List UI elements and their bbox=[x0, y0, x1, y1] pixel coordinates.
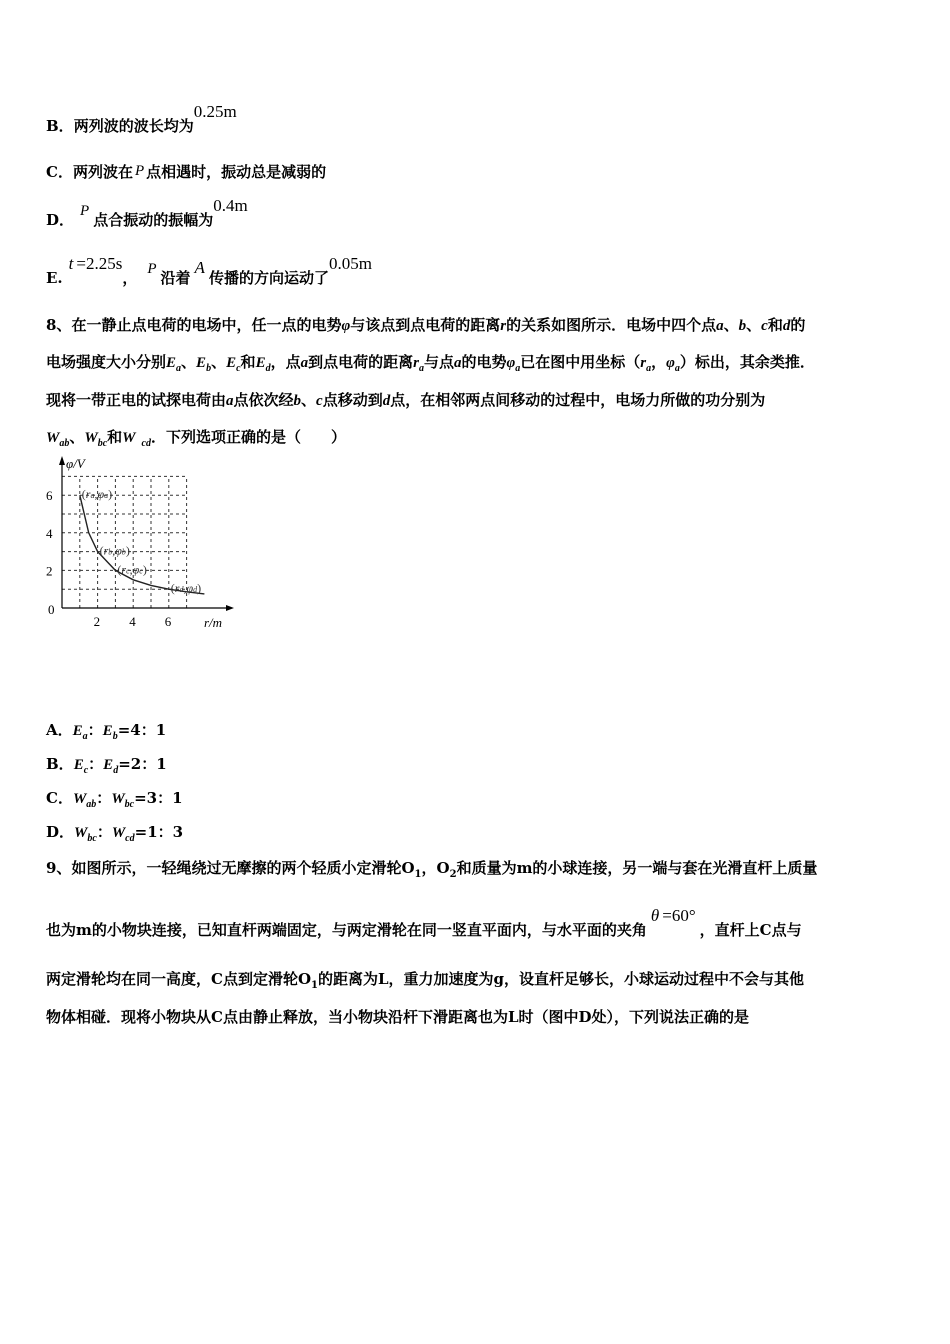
var-a: a bbox=[226, 393, 234, 409]
var-p: P bbox=[147, 261, 157, 277]
text: 物体相碰．现将小物块从C点由静止释放，当小物块沿杆下滑距离也为L时（图中D处），下列说法正确的是 bbox=[46, 1008, 749, 1026]
ratio: =1：3 bbox=[134, 823, 184, 841]
y-tick-label: 4 bbox=[46, 525, 53, 541]
subscript: 2 bbox=[449, 869, 457, 880]
text: 也为m的小物块连接，已知直杆两端固定，与两定滑轮在同一竖直平面内，与水平面的夹角 bbox=[46, 921, 647, 939]
y-tick-label: 2 bbox=[46, 563, 53, 579]
question-number: 8、 bbox=[46, 316, 72, 334]
point-label-part: ) bbox=[142, 562, 147, 577]
q9-line-1 bbox=[46, 858, 817, 885]
math-value: 0.4m bbox=[213, 196, 248, 215]
text: 点，在相邻两点间移动的过程中，电场力所做的功分别为 bbox=[390, 391, 766, 409]
var-w: W bbox=[74, 825, 88, 841]
var-r: r bbox=[413, 355, 419, 371]
x-tick-label: 2 bbox=[93, 614, 101, 629]
subscript: 1 bbox=[311, 980, 318, 991]
subscript: c bbox=[83, 765, 89, 776]
option-label: C． bbox=[46, 789, 73, 807]
ratio: =3：1 bbox=[134, 789, 183, 807]
origin-label: 0 bbox=[48, 602, 55, 617]
q9-line-3 bbox=[46, 969, 804, 996]
subscript: c bbox=[236, 363, 241, 374]
x-tick-label: 4 bbox=[129, 614, 136, 629]
option-label: D． bbox=[46, 211, 75, 229]
var-w: W bbox=[46, 430, 60, 446]
subscript: ab bbox=[59, 438, 70, 449]
text: 点依次经 bbox=[233, 391, 294, 409]
point-label-part: a bbox=[90, 491, 95, 501]
option-text: 沿着 bbox=[160, 269, 191, 287]
point-label-part: , bbox=[94, 487, 98, 502]
subscript: a bbox=[418, 363, 424, 374]
separator: ： bbox=[88, 755, 104, 773]
option-label: C． bbox=[46, 163, 73, 181]
var-p: P bbox=[134, 163, 145, 179]
subscript: ab bbox=[86, 799, 97, 810]
subscript: bc bbox=[87, 833, 97, 844]
subscript: 1 bbox=[414, 869, 422, 880]
option-label: A． bbox=[46, 721, 73, 739]
q8-line-4 bbox=[46, 426, 916, 449]
var-theta: θ bbox=[650, 906, 660, 925]
option-text: 点合振动的振幅为 bbox=[93, 211, 214, 229]
q7-option-c bbox=[46, 162, 326, 183]
point-label-part: φ bbox=[186, 581, 194, 596]
var-w: W bbox=[122, 430, 136, 446]
var-e: E bbox=[73, 757, 84, 773]
var-w: W bbox=[72, 791, 87, 807]
var-c: c bbox=[761, 318, 768, 334]
text: ，点 bbox=[270, 353, 301, 371]
var-w: W bbox=[84, 430, 98, 446]
point-labels bbox=[82, 487, 201, 595]
point-label-part: , bbox=[183, 581, 187, 596]
ratio: =4：1 bbox=[117, 721, 167, 739]
text: 和 bbox=[240, 353, 256, 371]
math-value: 0.05m bbox=[328, 254, 372, 273]
text: ．下列选项正确的是（ ） bbox=[150, 428, 346, 446]
var-e: E bbox=[103, 757, 114, 773]
option-text: 传播的方向运动了 bbox=[208, 269, 329, 287]
var-e: E bbox=[72, 723, 83, 739]
point-label-part: a bbox=[104, 491, 109, 501]
var-e: E bbox=[255, 355, 266, 371]
text: 的电势 bbox=[461, 353, 507, 371]
point-label-part: φ bbox=[115, 543, 122, 558]
point-label-part: d bbox=[193, 585, 198, 595]
q7-option-e bbox=[46, 254, 372, 289]
text: 如图所示，一轻绳绕过无摩擦的两个轻质小定滑轮 bbox=[71, 859, 402, 877]
q9-line-4 bbox=[46, 1007, 749, 1027]
point-label-part: , bbox=[129, 562, 133, 577]
text: 与该点到点电荷的距离 bbox=[350, 316, 501, 334]
y-axis-arrow bbox=[59, 456, 65, 465]
time-expression bbox=[63, 254, 123, 273]
var-r: r bbox=[640, 355, 647, 371]
subscript: d bbox=[265, 363, 271, 374]
potential-distance-graph bbox=[44, 452, 244, 634]
text: 两定滑轮均在同一高度，C点到定滑轮 bbox=[46, 970, 298, 988]
var-o: O bbox=[436, 859, 450, 877]
angle-value: =60° bbox=[662, 906, 696, 925]
x-axis-arrow bbox=[226, 605, 234, 611]
subscript: a bbox=[646, 363, 652, 374]
option-text: 点相遇时，振动总是减弱的 bbox=[146, 163, 327, 181]
text: 与点 bbox=[423, 353, 454, 371]
var-b: b bbox=[738, 318, 747, 334]
subscript: bc bbox=[124, 799, 135, 810]
text: 和 bbox=[767, 316, 783, 334]
separator: 、 bbox=[181, 353, 197, 371]
separator: 、 bbox=[69, 428, 85, 446]
text: 的距离为L，重力加速度为g，设直杆足够长，小球运动过程中不会与其他 bbox=[318, 970, 805, 988]
point-label-part: d bbox=[179, 585, 184, 595]
text: 在一静止点电荷的电场中，任一点的电势 bbox=[71, 316, 342, 334]
q8-option-b bbox=[46, 754, 167, 781]
text: 、 bbox=[301, 391, 317, 409]
option-text: 两列波的波长均为 bbox=[73, 117, 194, 135]
potential-curve bbox=[80, 495, 205, 594]
var-r: r bbox=[500, 318, 507, 334]
y-tick-label: 6 bbox=[46, 488, 53, 504]
separator: ， bbox=[421, 859, 437, 877]
ratio: =2：1 bbox=[118, 755, 167, 773]
text: 电场强度大小分别 bbox=[46, 353, 167, 371]
point-label-part: b bbox=[121, 547, 126, 557]
var-p: P bbox=[80, 203, 90, 219]
option-label: B． bbox=[46, 755, 74, 773]
point-label bbox=[171, 581, 201, 595]
var-d: d bbox=[782, 318, 791, 334]
separator: ： bbox=[96, 789, 112, 807]
q8-line-1 bbox=[46, 314, 916, 351]
point-label-part: , bbox=[112, 543, 116, 558]
q7-option-d bbox=[46, 196, 248, 231]
text: 和 bbox=[107, 428, 123, 446]
q8-line-3 bbox=[46, 389, 916, 426]
point-label-part: ( bbox=[99, 543, 104, 558]
subscript: a bbox=[674, 363, 680, 374]
point-label bbox=[82, 487, 112, 501]
comma: ， bbox=[122, 269, 138, 287]
point-label-part: b bbox=[108, 547, 113, 557]
point-label-part: r bbox=[174, 581, 180, 596]
separator: ， bbox=[651, 353, 667, 371]
separator: ： bbox=[96, 823, 112, 841]
point-label-part: ( bbox=[117, 562, 122, 577]
point-label-part: ) bbox=[108, 487, 113, 502]
var-a: a bbox=[453, 355, 462, 371]
option-label: D． bbox=[46, 823, 75, 841]
text: ，直杆上C点与 bbox=[699, 921, 802, 939]
q7-option-b bbox=[46, 102, 237, 136]
subscript: b bbox=[112, 731, 118, 742]
option-label: E. bbox=[46, 269, 63, 287]
separator: 、 bbox=[746, 316, 762, 334]
point-label-part: φ bbox=[97, 487, 105, 502]
subscript: a bbox=[176, 363, 182, 374]
text: 已在图中用坐标（ bbox=[520, 353, 641, 371]
var-e: E bbox=[196, 355, 207, 371]
question-number: 9、 bbox=[46, 859, 72, 877]
var-c: c bbox=[316, 393, 323, 409]
point-label-part: c bbox=[126, 566, 130, 576]
separator: 、 bbox=[211, 353, 227, 371]
var-w: W bbox=[111, 791, 125, 807]
point-label-part: ( bbox=[81, 487, 86, 502]
q8-option-d bbox=[46, 822, 183, 849]
var-b: b bbox=[293, 393, 302, 409]
time-value: =2.25s bbox=[76, 254, 123, 273]
text: 和质量为m的小球连接，另一端与套在光滑直杆上质量 bbox=[456, 859, 818, 877]
var-a: a bbox=[300, 355, 309, 371]
var-phi: φ bbox=[506, 355, 516, 371]
text: 点移动到 bbox=[322, 391, 383, 409]
point-label-part: ) bbox=[125, 543, 130, 558]
var-phi: φ bbox=[341, 318, 351, 334]
q8-option-a bbox=[46, 720, 166, 747]
point-label-part: ( bbox=[170, 581, 175, 596]
subscript: d bbox=[113, 765, 119, 776]
text: 到点电荷的距离 bbox=[308, 353, 414, 371]
angle-expression bbox=[647, 906, 700, 925]
var-a: A bbox=[194, 258, 205, 277]
var-a: a bbox=[716, 318, 724, 334]
math-value: 0.25m bbox=[193, 102, 237, 121]
subscript: cd bbox=[141, 438, 151, 449]
q8-stem bbox=[46, 314, 916, 449]
point-label bbox=[100, 544, 130, 558]
text: 的关系如图所示．电场中四个点 bbox=[506, 316, 717, 334]
var-d: d bbox=[382, 393, 391, 409]
option-text: 两列波在 bbox=[72, 163, 133, 181]
option-label: B． bbox=[46, 117, 74, 135]
subscript: a bbox=[515, 363, 521, 374]
q8-line-2 bbox=[46, 351, 916, 389]
axes bbox=[59, 456, 234, 611]
point-label-part: c bbox=[139, 566, 143, 576]
subscript: b bbox=[206, 363, 212, 374]
var-t: t bbox=[68, 254, 74, 273]
text: ）标出，其余类推． bbox=[679, 353, 815, 371]
point-label-part: r bbox=[103, 543, 109, 558]
text: 的 bbox=[790, 316, 806, 334]
point-label-part: φ bbox=[132, 562, 140, 577]
var-w: W bbox=[111, 825, 126, 841]
point-label-part: r bbox=[85, 487, 91, 502]
x-axis-label: r/m bbox=[204, 615, 223, 630]
var-e: E bbox=[226, 355, 237, 371]
var-phi: φ bbox=[666, 355, 675, 371]
point-label bbox=[117, 562, 146, 576]
separator: 、 bbox=[723, 316, 739, 334]
separator: ： bbox=[87, 721, 103, 739]
var-o: O bbox=[297, 970, 312, 988]
subscript: cd bbox=[125, 833, 135, 844]
point-label-part: r bbox=[121, 562, 127, 577]
y-axis-label: φ/V bbox=[66, 456, 85, 471]
text: 现将一带正电的试探电荷由 bbox=[46, 391, 227, 409]
subscript: bc bbox=[97, 438, 108, 449]
q9-line-2 bbox=[46, 906, 802, 940]
var-e: E bbox=[102, 723, 113, 739]
var-o: O bbox=[401, 859, 415, 877]
var-e: E bbox=[166, 355, 177, 371]
x-tick-label: 6 bbox=[164, 614, 172, 629]
subscript: a bbox=[82, 731, 88, 742]
q8-option-c bbox=[46, 788, 183, 815]
point-label-part: ) bbox=[197, 581, 202, 596]
